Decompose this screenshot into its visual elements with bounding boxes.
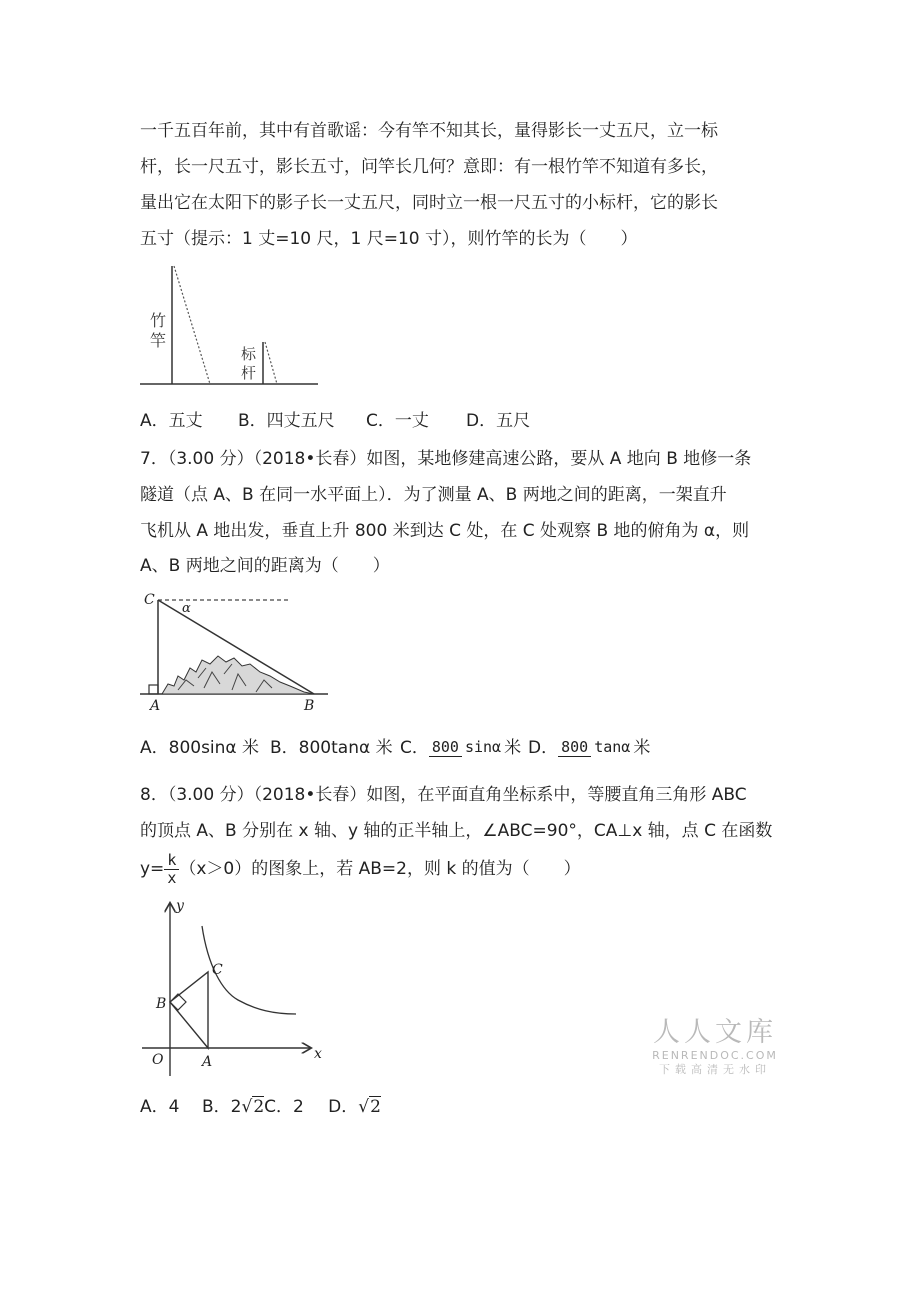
q7-figure: [138, 588, 338, 716]
q7-option-c-denominator: sinα: [464, 738, 502, 756]
q8-line-2: 的顶点 A、B 分别在 x 轴、y 轴的正半轴上，∠ABC=90°，CA⊥x 轴，点 C 在函数: [140, 821, 773, 841]
q7-label-c: C: [144, 592, 155, 608]
q8-label-y: y: [176, 898, 184, 914]
watermark: [650, 1017, 780, 1077]
q6-line-1: 一千五百年前，其中有首歌谣：今有竿不知其长，量得影长一丈五尺，立一标: [140, 121, 718, 141]
q8-option-a: A．4: [140, 1097, 180, 1117]
q8-option-b-prefix: B．2: [202, 1097, 242, 1117]
q6-figure: [138, 262, 323, 390]
q7-line-3: 飞机从 A 地出发，垂直上升 800 米到达 C 处，在 C 处观察 B 地的俯角为 α，则: [140, 521, 750, 541]
q6-options: [140, 411, 530, 431]
watermark-tagline: 下载高清无水印: [659, 1063, 771, 1076]
q8-figure: [138, 896, 338, 1080]
q8-function-numerator: k: [164, 852, 179, 870]
q7-option-d-denominator: tanα: [594, 738, 631, 756]
q6-label-stick-2: 杆: [241, 364, 257, 382]
q6-line-3: 量出它在太阳下的影子长一丈五尺，同时立一根一尺五寸的小标杆，它的影长: [140, 193, 718, 213]
q8-function-denominator: x: [167, 868, 177, 887]
q8-option-b-radicand: 2: [253, 1097, 265, 1117]
q8-line-3: [140, 849, 581, 889]
q7-option-d-prefix: D．: [528, 738, 559, 758]
q8-option-b: [202, 1096, 264, 1117]
q7-label-alpha: α: [182, 601, 191, 616]
q8-line-3-prefix: y=: [140, 859, 165, 879]
q7-option-d-numerator: 800: [558, 739, 591, 757]
q8-options: [140, 1096, 381, 1117]
q8-line-3-suffix: （x＞0）的图象上，若 AB=2，则 k 的值为（ ）: [179, 859, 581, 879]
q8-option-c: C．2: [264, 1097, 304, 1117]
q6-line-4: 五寸（提示：1 丈=10 尺，1 尺=10 寸），则竹竿的长为（ ）: [140, 229, 638, 249]
q8-option-d-prefix: D．: [328, 1097, 359, 1117]
q7-options: [140, 738, 650, 758]
q6-label-pole-2: 竿: [150, 331, 167, 350]
q7-option-b: B．800tanα 米: [270, 738, 393, 758]
q6-label-pole-1: 竹: [150, 311, 167, 330]
q6-line-2: 杆，长一尺五寸，影长五寸，问竿长几何？意即：有一根竹竿不知道有多长，: [140, 157, 718, 177]
q8-line-1: 8．（3.00 分）（2018•长春）如图，在平面直角坐标系中，等腰直角三角形 ABC: [140, 785, 747, 805]
q8-label-b: B: [156, 996, 167, 1012]
q8-option-d-radicand: 2: [370, 1097, 381, 1117]
q6-label-stick-1: 标: [241, 345, 257, 363]
q8-label-a: A: [202, 1054, 213, 1070]
q6-option-c: C．一丈: [366, 411, 429, 431]
q8-function-fraction: [164, 852, 179, 887]
q7-line-1: 7．（3.00 分）（2018•长春）如图，某地修建高速公路，要从 A 地向 B 地修一条: [140, 449, 752, 469]
q6-option-a: A．五丈: [140, 411, 203, 431]
q8-option-b-sqrt: √2: [241, 1097, 265, 1117]
q7-option-d: [528, 738, 650, 758]
watermark-site: RENRENDOC.COM: [652, 1049, 778, 1062]
q8-option-d: [328, 1096, 381, 1117]
q7-option-c-prefix: C．: [400, 738, 429, 758]
q7-option-c-fraction: [429, 739, 504, 757]
q7-option-c-unit: 米: [504, 738, 522, 758]
watermark-title: 人人文库: [653, 1017, 777, 1048]
q6-option-d: D．五尺: [466, 411, 531, 431]
q7-option-a: A．800sinα 米: [140, 738, 260, 758]
q7-option-c: [400, 738, 528, 758]
q7-label-a: A: [150, 698, 161, 714]
q8-label-x: x: [314, 1046, 322, 1062]
q6-option-b: B．四丈五尺: [238, 411, 335, 431]
q8-option-d-sqrt: √2: [358, 1097, 381, 1117]
q7-option-c-numerator: 800: [429, 739, 462, 757]
q7-label-b: B: [304, 698, 315, 714]
q7-line-4: A、B 两地之间的距离为（ ）: [140, 556, 390, 576]
q8-label-c: C: [212, 962, 223, 978]
q7-line-2: 隧道（点 A、B 在同一水平面上）．为了测量 A、B 两地之间的距离，一架直升: [140, 485, 727, 505]
q8-label-o: O: [152, 1052, 164, 1068]
q7-option-d-fraction: [558, 739, 633, 757]
q7-option-d-unit: 米: [633, 738, 651, 758]
